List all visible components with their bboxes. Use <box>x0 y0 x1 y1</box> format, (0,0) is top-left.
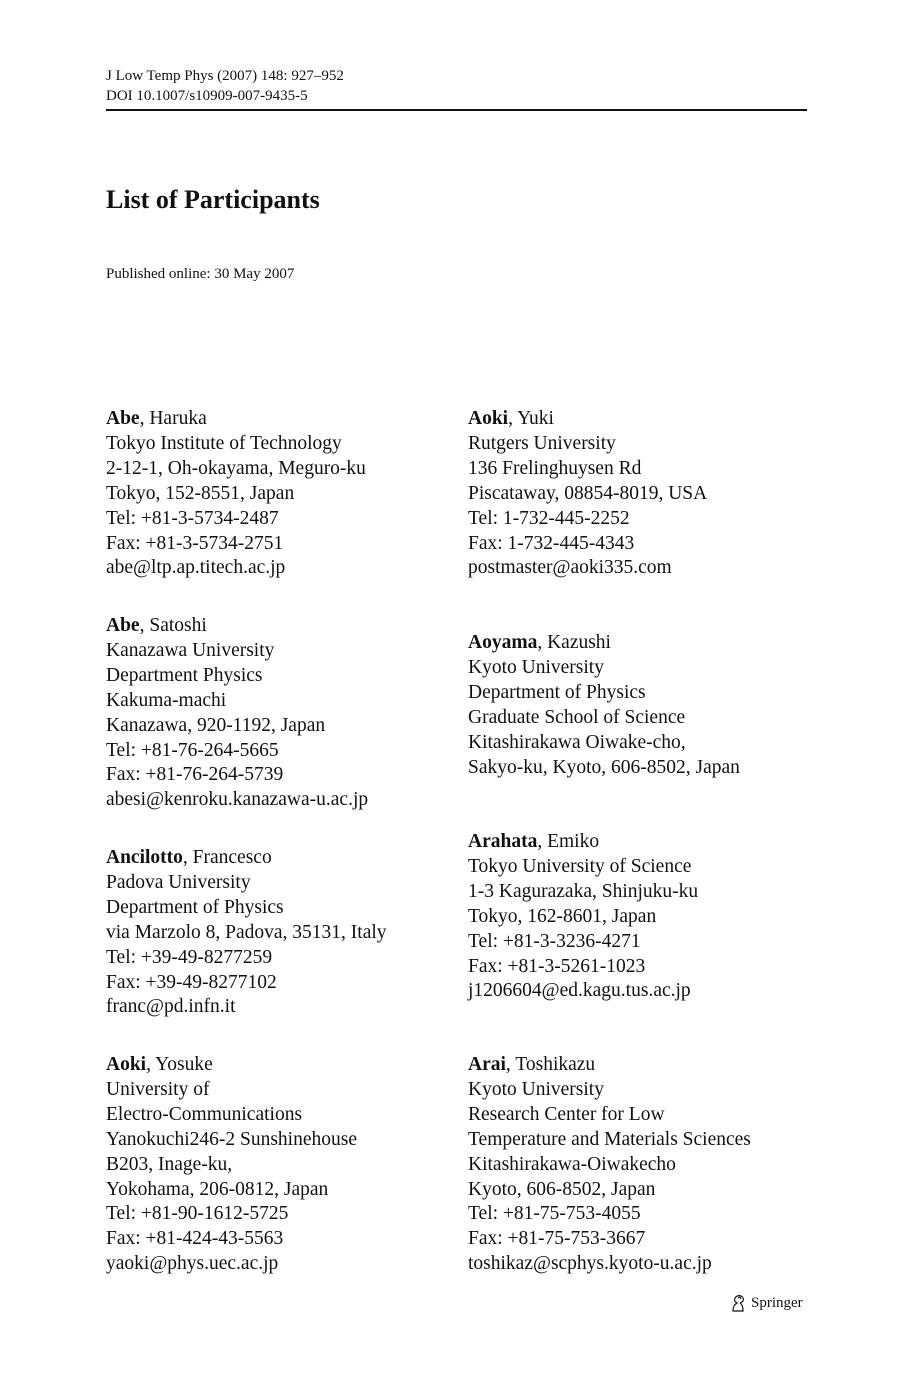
participant-given-name: Emiko <box>547 831 600 852</box>
participant-detail-line: franc@pd.infn.it <box>106 996 236 1018</box>
participant-name: Abe, Haruka <box>106 408 207 429</box>
doi: DOI 10.1007/s10909-007-9435-5 <box>106 88 308 104</box>
participant-given-name: Toshikazu <box>515 1054 596 1075</box>
participant-surname: Abe <box>106 408 140 429</box>
participant-detail-line: yaoki@phys.uec.ac.jp <box>106 1253 279 1275</box>
participant-detail-line: abe@ltp.ap.titech.ac.jp <box>106 557 286 579</box>
participant-detail-line: Temperature and Materials Sciences <box>468 1128 751 1150</box>
participant-detail-line: Yanokuchi246-2 Sunshinehouse <box>106 1128 357 1150</box>
participant-detail-line: Kyoto University <box>468 1078 604 1100</box>
participant-surname: Abe <box>106 615 140 636</box>
participant-name: Aoki, Yuki <box>468 408 554 429</box>
participant-entry <box>468 830 698 1004</box>
participant-surname: Arai <box>468 1054 506 1075</box>
participant-detail-line: Tel: +81-76-264-5665 <box>106 739 279 761</box>
participant-detail-line: Piscataway, 08854-8019, USA <box>468 482 708 504</box>
participant-detail-line: Kyoto, 606-8502, Japan <box>468 1178 656 1200</box>
participant-detail-line: Fax: +81-3-5261-1023 <box>468 955 646 977</box>
page-title: List of Participants <box>106 185 320 214</box>
participant-detail-line: Department of Physics <box>106 896 284 918</box>
participant-entry <box>106 407 366 581</box>
header-rule <box>106 109 807 111</box>
participant-surname: Ancilotto <box>106 847 183 868</box>
participant-detail-line: 1-3 Kagurazaka, Shinjuku-ku <box>468 880 699 902</box>
participant-entry <box>106 1053 357 1277</box>
participant-given-name: Satoshi <box>149 615 207 636</box>
participant-detail-line: Research Center for Low <box>468 1103 665 1125</box>
participant-detail-line: Kanazawa University <box>106 639 275 661</box>
participant-detail-line: Tokyo Institute of Technology <box>106 432 342 454</box>
participant-detail-line: Tel: +81-3-5734-2487 <box>106 507 279 529</box>
participant-detail-line: Fax: 1-732-445-4343 <box>468 532 635 554</box>
participant-surname: Arahata <box>468 831 538 852</box>
participant-detail-line: 2-12-1, Oh-okayama, Meguro-ku <box>106 457 366 479</box>
participant-detail-line: Tel: +81-3-3236-4271 <box>468 930 641 952</box>
participant-given-name: Francesco <box>192 847 272 868</box>
participant-detail-line: Fax: +81-3-5734-2751 <box>106 532 284 554</box>
participant-name: Arai, Toshikazu <box>468 1054 596 1075</box>
participant-detail-line: Department Physics <box>106 664 263 686</box>
participant-detail-line: Fax: +81-75-753-3667 <box>468 1228 646 1250</box>
participant-detail-line: Tel: +81-90-1612-5725 <box>106 1203 289 1225</box>
participant-detail-line: j1206604@ed.kagu.tus.ac.jp <box>468 980 691 1002</box>
participant-detail-line: toshikaz@scphys.kyoto-u.ac.jp <box>468 1253 712 1275</box>
participant-surname: Aoyama <box>468 632 538 653</box>
participant-given-name: Yuki <box>517 408 554 429</box>
participant-detail-line: Yokohama, 206-0812, Japan <box>106 1178 329 1200</box>
participant-detail-line: 136 Frelinghuysen Rd <box>468 457 642 479</box>
participant-detail-line: Kitashirakawa-Oiwakecho <box>468 1153 676 1175</box>
participant-entry <box>106 846 387 1020</box>
participant-detail-line: Electro-Communications <box>106 1103 303 1125</box>
publisher-name: Springer <box>751 1295 803 1311</box>
participant-detail-line: Tel: 1-732-445-2252 <box>468 507 630 529</box>
participant-entry <box>106 614 368 813</box>
participant-name: Aoki, Yosuke <box>106 1054 213 1075</box>
participant-detail-line: Kakuma-machi <box>106 689 227 711</box>
participant-given-name: Kazushi <box>547 632 611 653</box>
participant-given-name: Haruka <box>149 408 207 429</box>
participant-entry <box>468 407 707 581</box>
participant-name: Ancilotto, Francesco <box>106 847 272 868</box>
participant-detail-line: Tel: +81-75-753-4055 <box>468 1203 641 1225</box>
participant-detail-line: Tokyo University of Science <box>468 855 692 877</box>
participant-entry <box>468 631 740 780</box>
participant-surname: Aoki <box>106 1054 147 1075</box>
participant-name: Arahata, Emiko <box>468 831 600 852</box>
participant-detail-line: Tel: +39-49-8277259 <box>106 946 273 968</box>
participant-detail-line: Tokyo, 152-8551, Japan <box>106 482 295 504</box>
journal-citation: J Low Temp Phys (2007) 148: 927–952 <box>106 68 344 84</box>
participant-detail-line: Rutgers University <box>468 432 616 454</box>
participant-name: Aoyama, Kazushi <box>468 632 611 653</box>
participant-detail-line: via Marzolo 8, Padova, 35131, Italy <box>106 921 387 943</box>
participant-detail-line: Padova University <box>106 871 251 893</box>
participant-detail-line: Kanazawa, 920-1192, Japan <box>106 714 326 736</box>
participant-detail-line: postmaster@aoki335.com <box>468 557 672 579</box>
participant-entry <box>468 1053 751 1277</box>
participant-given-name: Yosuke <box>155 1054 213 1075</box>
participant-detail-line: abesi@kenroku.kanazawa-u.ac.jp <box>106 789 369 811</box>
participant-detail-line: B203, Inage-ku, <box>106 1153 233 1175</box>
participant-detail-line: Graduate School of Science <box>468 706 686 728</box>
springer-horse-icon <box>729 1293 747 1313</box>
running-header <box>106 66 807 106</box>
participant-surname: Aoki <box>468 408 509 429</box>
participant-detail-line: University of <box>106 1078 210 1100</box>
published-date: Published online: 30 May 2007 <box>106 266 295 282</box>
participant-detail-line: Fax: +81-424-43-5563 <box>106 1228 284 1250</box>
participant-detail-line: Kitashirakawa Oiwake-cho, <box>468 731 686 753</box>
publisher-logo <box>729 1293 803 1313</box>
participant-detail-line: Fax: +39-49-8277102 <box>106 971 277 993</box>
participant-detail-line: Tokyo, 162-8601, Japan <box>468 905 657 927</box>
participant-detail-line: Department of Physics <box>468 681 646 703</box>
participant-detail-line: Kyoto University <box>468 656 604 678</box>
participant-detail-line: Fax: +81-76-264-5739 <box>106 764 284 786</box>
participant-name: Abe, Satoshi <box>106 615 207 636</box>
participant-detail-line: Sakyo-ku, Kyoto, 606-8502, Japan <box>468 756 740 778</box>
